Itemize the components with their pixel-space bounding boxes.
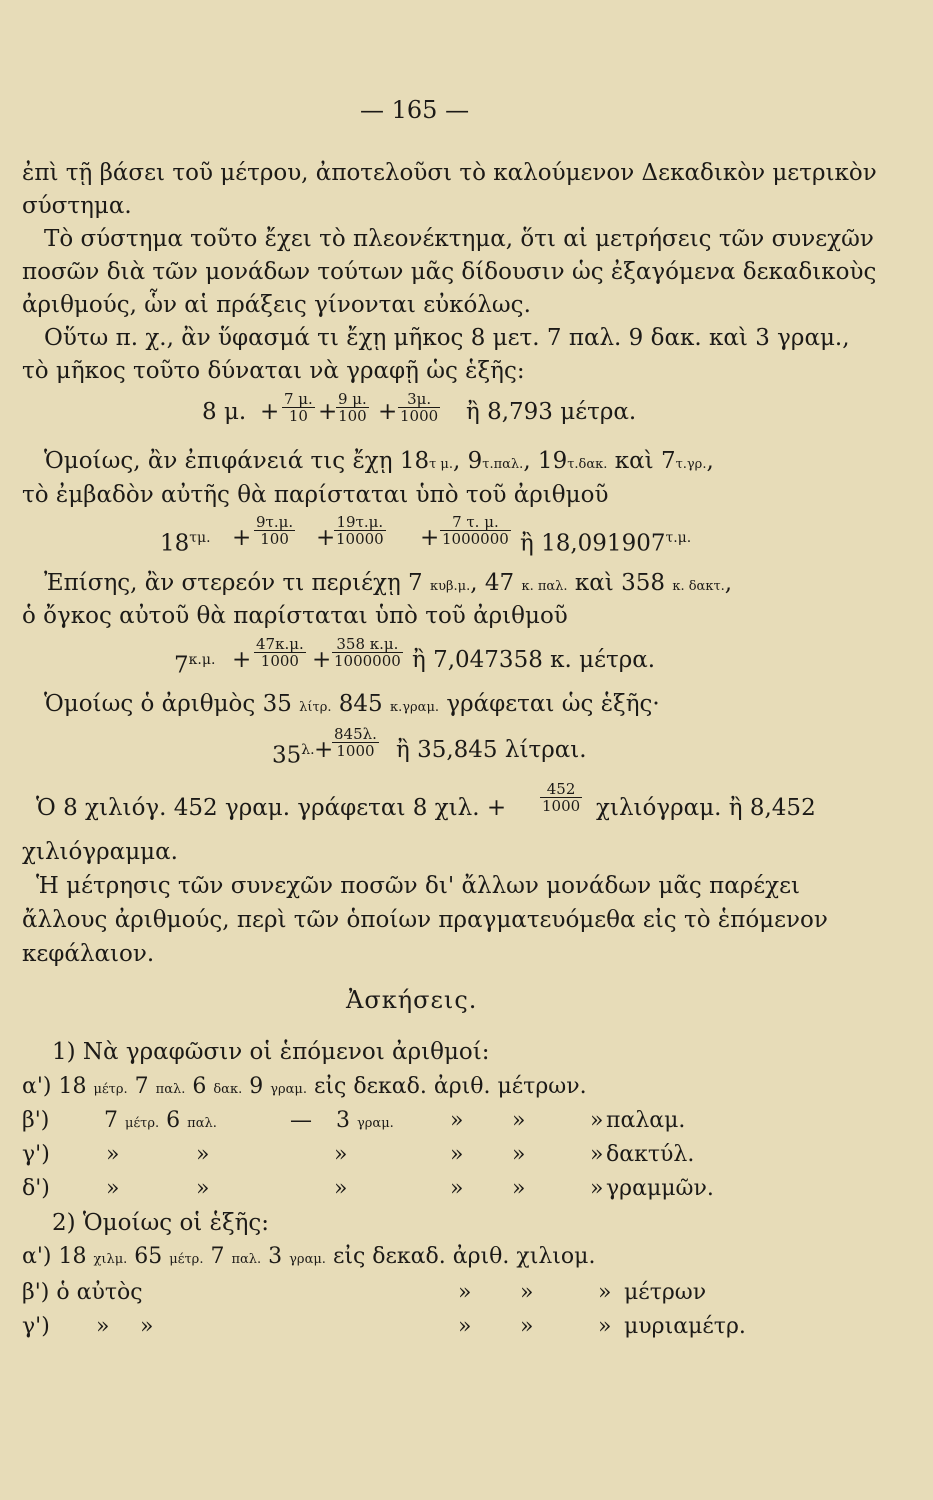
ditto-mark: »	[458, 1314, 472, 1339]
fraction	[540, 781, 582, 814]
denominator: 1000	[542, 797, 581, 815]
denominator: 100	[260, 530, 289, 548]
numerator: 452	[540, 781, 582, 798]
text-line: ποσῶν διὰ τῶν μονάδων τούτων μᾶς δίδουσιν ὡς ἐξαγόμενα δεκαδικοὺς	[22, 259, 877, 285]
denominator: 10000	[336, 530, 384, 548]
unit-abbr: λ.	[301, 742, 315, 758]
unit-abbr: δακ.	[213, 1082, 243, 1097]
ditto-mark: »	[334, 1176, 348, 1201]
number: 65	[134, 1244, 163, 1269]
denominator: 10	[288, 407, 308, 425]
text: , 9	[453, 448, 483, 474]
text: ,	[706, 448, 714, 474]
unit-word: δακτύλ.	[606, 1142, 695, 1167]
text-line: χιλιόγραμμα.	[22, 839, 178, 865]
ditto-mark: »	[106, 1142, 120, 1167]
equation-term	[160, 524, 211, 558]
plus-sign: +	[232, 525, 252, 551]
numerator: 845λ.	[334, 725, 377, 743]
numerator: 358 κ.μ.	[332, 636, 403, 653]
equation-result	[520, 524, 691, 558]
text-line	[44, 447, 714, 479]
ditto-mark: »	[598, 1280, 612, 1305]
unit-abbr: κ.μ.	[188, 652, 216, 668]
item-label: α')	[22, 1244, 52, 1269]
unit-abbr: κ.γραμ.	[390, 700, 440, 715]
unit-abbr: τ μ.	[429, 457, 454, 472]
number: 18	[160, 530, 190, 557]
text-line: σύστημα.	[22, 193, 132, 219]
denominator: 1000	[336, 742, 375, 760]
text-line	[44, 690, 660, 722]
number: 6	[192, 1074, 207, 1099]
ditto-mark: »	[512, 1176, 526, 1201]
ditto-mark: »	[598, 1314, 612, 1339]
ditto-mark: »	[458, 1280, 472, 1305]
item-label: α')	[22, 1074, 52, 1099]
equation-result: ἢ 8,793 μέτρα.	[466, 399, 637, 425]
plus-sign: +	[378, 399, 398, 425]
denominator: 1000000	[334, 652, 401, 670]
numerator: 9τ.μ.	[256, 513, 294, 531]
plus-sign: +	[420, 525, 440, 551]
number: 7	[210, 1244, 225, 1269]
fraction	[254, 514, 295, 547]
exercise-item	[22, 1243, 912, 1274]
numerator: 7 τ. μ.	[440, 514, 511, 531]
text: , 19	[523, 448, 568, 474]
ditto-mark: »	[450, 1108, 464, 1133]
text: ὁ αὐτὸς	[56, 1280, 143, 1305]
exercise-item-body	[104, 1107, 217, 1138]
ditto-mark: »	[520, 1314, 534, 1339]
exercise-item	[22, 1073, 912, 1104]
plus-sign: +	[232, 647, 252, 673]
denominator: 1000	[400, 407, 439, 425]
plus-sign: +	[318, 399, 338, 425]
fraction	[334, 514, 386, 547]
exercise-item	[22, 1141, 50, 1169]
item-label: γ')	[22, 1142, 50, 1167]
unit-abbr: μέτρ.	[125, 1116, 160, 1131]
ditto-mark: »	[140, 1314, 154, 1339]
numerator: 7 μ.	[284, 390, 313, 408]
ditto-mark: »	[106, 1176, 120, 1201]
unit-abbr: κυβ.μ.	[430, 579, 471, 594]
text: γράφεται ὡς ἑξῆς·	[439, 691, 660, 717]
unit-abbr: παλ.	[187, 1116, 217, 1131]
text-line: ἄλλους ἀριθμούς, περὶ τῶν ὁποίων πραγματευόμεθα εἰς τὸ ἑπόμενον	[22, 907, 828, 933]
unit-word: μυριαμέτρ.	[624, 1314, 746, 1339]
plus-sign: +	[312, 647, 332, 673]
number: 18	[58, 1244, 87, 1269]
numerator: 9 μ.	[338, 390, 367, 408]
number: 18	[58, 1074, 87, 1099]
fraction	[440, 514, 511, 547]
unit-word: γραμμῶν.	[606, 1176, 714, 1201]
fraction	[336, 391, 369, 424]
number: ἢ 18,091907	[520, 530, 666, 557]
exercise-item	[22, 1279, 143, 1307]
exercise-item	[22, 1107, 49, 1135]
exercise-item	[22, 1175, 50, 1203]
text-line: ὁ ὄγκος αὐτοῦ θὰ παρίσταται ὑπὸ τοῦ ἀριθμοῦ	[22, 603, 568, 629]
text-line: Οὕτω π. χ., ἂν ὕφασμά τι ἔχῃ μῆκος 8 μετ. 7 παλ. 9 δακ. καὶ 3 γραμ.,	[44, 325, 850, 351]
unit-abbr: γραμ.	[357, 1116, 394, 1131]
text-line: τὸ μῆκος τοῦτο δύναται νὰ γραφῇ ὡς ἑξῆς:	[22, 358, 525, 384]
fraction	[254, 636, 306, 669]
number: 35	[272, 742, 302, 769]
text: εἰς δεκαδ. ἀριθ. χιλιομ.	[332, 1244, 596, 1269]
text-line	[44, 569, 732, 601]
number: 3	[268, 1244, 283, 1269]
exercise-title: 1) Νὰ γραφῶσιν οἱ ἑπόμενοι ἀριθμοί:	[52, 1039, 490, 1065]
ditto-mark: »	[590, 1108, 604, 1133]
exercise-item	[22, 1313, 50, 1341]
number: 9	[249, 1074, 264, 1099]
text-line: ἐπὶ τῇ βάσει τοῦ μέτρου, ἀποτελοῦσι τὸ καλούμενον Δεκαδικὸν μετρικὸν	[22, 160, 877, 186]
unit-word: μέτρων	[624, 1280, 707, 1305]
fraction	[398, 391, 440, 424]
unit-abbr: κ. δακτ.	[672, 579, 725, 594]
text: καὶ 358	[567, 570, 666, 596]
exercise-title: 2) Ὁμοίως οἱ ἑξῆς:	[52, 1210, 270, 1236]
plus-sign: +	[260, 399, 280, 425]
number: 7	[104, 1108, 118, 1133]
numerator: 47κ.μ.	[256, 635, 304, 653]
item-label: δ')	[22, 1176, 50, 1201]
denominator: 1000000	[442, 530, 509, 548]
ditto-mark: »	[590, 1142, 604, 1167]
plus-sign: +	[314, 737, 334, 763]
unit-abbr: χιλμ.	[93, 1252, 128, 1267]
text-line: κεφάλαιον.	[22, 941, 155, 967]
ditto-mark: »	[96, 1314, 110, 1339]
fraction	[332, 636, 403, 669]
number: 7	[134, 1074, 149, 1099]
ditto-mark: »	[196, 1142, 210, 1167]
unit-abbr: παλ.	[155, 1082, 186, 1097]
ditto-mark: »	[450, 1176, 464, 1201]
text-line: Τὸ σύστημα τοῦτο ἔχει τὸ πλεονέκτημα, ὅτι αἱ μετρήσεις τῶν συνεχῶν	[44, 226, 874, 252]
number: 3	[336, 1108, 350, 1133]
ditto-mark: »	[590, 1176, 604, 1201]
text: Ὁμοίως, ἂν ἐπιφάνειά τις ἔχῃ 18	[44, 448, 430, 474]
dash: —	[290, 1108, 312, 1133]
number: 7	[174, 652, 189, 679]
unit-abbr: γραμ.	[270, 1082, 308, 1097]
denominator: 100	[338, 407, 367, 425]
ditto-mark: »	[512, 1108, 526, 1133]
numerator: 19τ.μ.	[334, 514, 386, 531]
ditto-mark: »	[520, 1280, 534, 1305]
exercise-item-body	[336, 1107, 394, 1138]
text: Ἐπίσης, ἂν στερεόν τι περιέχῃ 7	[44, 570, 423, 596]
unit-abbr: γραμ.	[289, 1252, 326, 1267]
item-label: γ')	[22, 1314, 50, 1339]
text-line: Ὁ 8 χιλιόγ. 452 γραμ. γράφεται 8 χιλ. +	[36, 795, 507, 821]
denominator: 1000	[260, 652, 299, 670]
text: καὶ 7	[607, 448, 676, 474]
unit-word: παλαμ.	[606, 1108, 686, 1133]
unit-abbr: κ. παλ.	[521, 579, 568, 594]
fraction	[332, 726, 379, 759]
text-line: χιλιόγραμ. ἢ 8,452	[596, 795, 816, 821]
page-number: — 165 —	[360, 96, 470, 124]
plus-sign: +	[316, 525, 336, 551]
text: 845	[331, 691, 383, 717]
text: , 47	[470, 570, 515, 596]
equation-result: ἢ 35,845 λίτραι.	[396, 737, 587, 763]
ditto-mark: »	[196, 1176, 210, 1201]
text-line: ἀριθμούς, ὧν αἱ πράξεις γίνονται εὐκόλως.	[22, 292, 531, 318]
ditto-mark: »	[512, 1142, 526, 1167]
text: εἰς δεκαδ. ἀριθ. μέτρων.	[314, 1074, 587, 1099]
unit-abbr: τ.γρ.	[675, 457, 707, 472]
unit-abbr: τ.δακ.	[567, 457, 608, 472]
unit-abbr: τμ.	[189, 530, 211, 546]
text: ,	[724, 570, 733, 596]
item-label: β')	[22, 1280, 50, 1305]
number: 6	[166, 1108, 181, 1133]
unit-abbr: τ.μ.	[665, 530, 692, 546]
text: Ὁμοίως ὁ ἀριθμὸς 35	[44, 691, 292, 717]
item-label: β')	[22, 1108, 50, 1133]
unit-abbr: τ.παλ.	[482, 457, 524, 472]
numerator: 3μ.	[398, 391, 440, 408]
unit-abbr: μέτρ.	[93, 1082, 128, 1097]
section-heading: Ἀσκήσεις.	[346, 986, 478, 1014]
text-line: Ἡ μέτρησις τῶν συνεχῶν ποσῶν δι' ἄλλων μονάδων μᾶς παρέχει	[36, 873, 801, 899]
text-line: τὸ ἐμβαδὸν αὐτῆς θὰ παρίσταται ὑπὸ τοῦ ἀριθμοῦ	[22, 482, 609, 508]
unit-abbr: λίτρ.	[299, 700, 332, 715]
fraction	[282, 391, 315, 424]
unit-abbr: παλ.	[231, 1252, 262, 1267]
unit-abbr: μέτρ.	[169, 1252, 204, 1267]
ditto-mark: »	[450, 1142, 464, 1167]
equation-term: 8 μ.	[202, 399, 247, 425]
equation-term	[174, 646, 215, 680]
equation-term	[272, 736, 315, 770]
ditto-mark: »	[334, 1142, 348, 1167]
equation-result: ἢ 7,047358 κ. μέτρα.	[412, 647, 656, 673]
